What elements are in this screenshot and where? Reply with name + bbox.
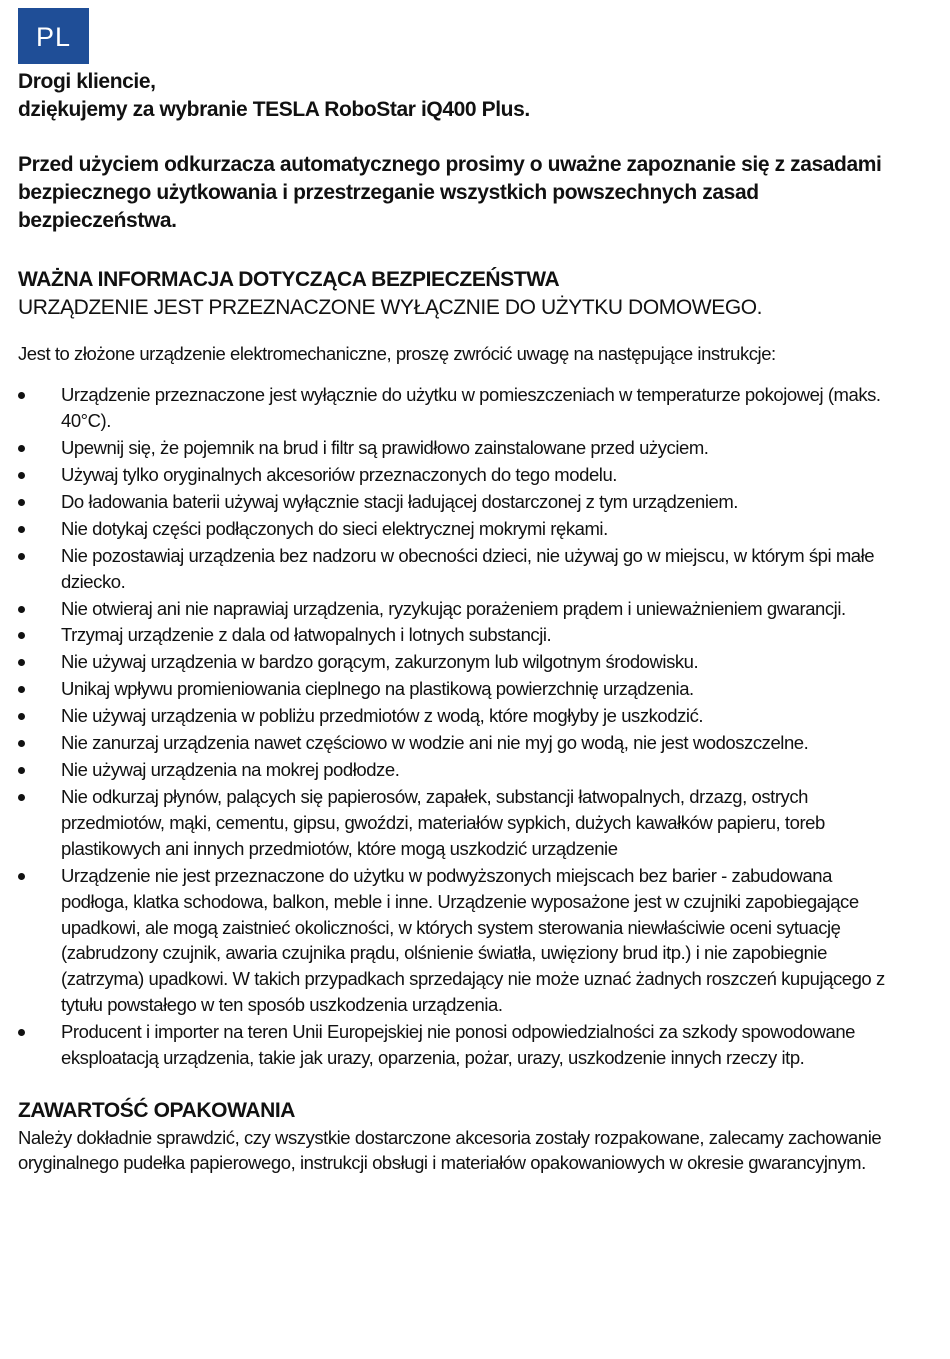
list-item-text: Unikaj wpływu promieniowania cieplnego na plastikową powierzchnię urządzenia.: [61, 678, 694, 700]
bullet-icon: [18, 553, 25, 560]
package-contents-text: Należy dokładnie sprawdzić, czy wszystkie dostarczone akcesoria zostały rozpakowane, zalecamy zachowanie oryginalnego pudełka papierowego, instrukcji obsługi i materiałów opakowaniowych w okresie gwarancyjnym.: [18, 1126, 882, 1174]
intro-paragraph: Przed użyciem odkurzacza automatycznego prosimy o uważne zapoznanie się z zasadami bezpiecznego użytkowania i przestrzeganie wszystkich powszechnych zasad bezpieczeństwa.: [18, 153, 882, 232]
list-item-text: Nie zanurzaj urządzenia nawet częściowo w wodzie ani nie myj go wodą, nie jest wodoszczelne.: [61, 732, 809, 754]
bullet-icon: [18, 606, 25, 613]
list-item: [18, 676, 898, 702]
bullet-icon: [18, 740, 25, 747]
manual-page: [18, 8, 898, 1176]
instructions-lead: Jest to złożone urządzenie elektromechaniczne, proszę zwrócić uwagę na następujące instrukcje:: [18, 343, 776, 364]
list-item: [18, 649, 898, 675]
list-item-text: Nie używaj urządzenia w bardzo gorącym, zakurzonym lub wilgotnym środowisku.: [61, 651, 699, 673]
safety-instructions-list: [18, 382, 898, 1071]
language-badge: [18, 8, 89, 64]
list-item-text: Producent i importer na teren Unii Europejskiej nie ponosi odpowiedzialności za szkody spowodowane eksploatacją urządzenia, takie jak urazy, oparzenia, pożar, urazy, uszkodzenie innych rzeczy itp.: [61, 1020, 856, 1068]
list-item-text: Do ładowania baterii używaj wyłącznie stacji ładującej dostarczonej z tym urządzeniem.: [61, 490, 738, 512]
bullet-icon: [18, 445, 25, 452]
bullet-icon: [18, 632, 25, 639]
list-item: [18, 435, 898, 461]
list-item-text: Nie dotykaj części podłączonych do sieci elektrycznej mokrymi rękami.: [61, 517, 608, 539]
list-item: [18, 784, 898, 861]
bullet-icon: [18, 526, 25, 533]
package-contents-heading: ZAWARTOŚĆ OPAKOWANIA: [18, 1098, 296, 1122]
list-item-text: Urządzenie nie jest przeznaczone do użytku w podwyższonych miejscach bez barier - zabudowana podłoga, klatka schodowa, balkon, meble i inne. Urządzenie wyposażone jest w czujniki zapobiegające upadkowi, ale mogą zaistnieć okoliczności, w których system sterowania niewłaściwie oceni sytuację (zabrudzony czujnik, awaria czujnika prądu, olśnienie światła, uwięziony brud itp.) i nie zapobiegnie (zatrzyma) upadkowi. W takich przypadkach sprzedający nie może uznać żadnych roszczeń kupującego z tytułu powstałego w ten sposób uszkodzenia urządzenia.: [61, 864, 885, 1015]
bullet-icon: [18, 472, 25, 479]
list-item-text: Nie otwieraj ani nie naprawiaj urządzenia, ryzykując porażeniem prądem i unieważnieniem gwarancji.: [61, 597, 846, 619]
list-item-text: Nie odkurzaj płynów, palących się papierosów, zapałek, substancji łatwopalnych, drzazg, ostrych przedmiotów, mąki, cementu, gipsu, gwoździ, materiałów sypkich, dużych kawałków papieru, toreb plastikowych ani innych przedmiotów, które mogą uszkodzić urządzenie: [61, 786, 825, 859]
bullet-icon: [18, 499, 25, 506]
list-item: [18, 622, 898, 648]
list-item-text: Nie używaj urządzenia na mokrej podłodze.: [61, 759, 400, 781]
list-item: [18, 703, 898, 729]
list-item-text: Trzymaj urządzenie z dala od łatwopalnych i lotnych substancji.: [61, 624, 552, 646]
list-item: [18, 516, 898, 542]
bullet-icon: [18, 392, 25, 399]
greeting-line-2: dziękujemy za wybranie TESLA RoboStar iQ400 Plus.: [18, 98, 530, 121]
safety-heading: WAŻNA INFORMACJA DOTYCZĄCA BEZPIECZEŃSTWA: [18, 268, 560, 291]
bullet-icon: [18, 686, 25, 693]
greeting-line-1: Drogi kliencie,: [18, 70, 156, 93]
list-item-text: Używaj tylko oryginalnych akcesoriów przeznaczonych do tego modelu.: [61, 463, 617, 485]
safety-subheading: URZĄDZENIE JEST PRZEZNACZONE WYŁĄCZNIE DO UŻYTKU DOMOWEGO.: [18, 296, 763, 319]
list-item-text: Nie pozostawiaj urządzenia bez nadzoru w obecności dzieci, nie używaj go w miejscu, w którym śpi małe dziecko.: [61, 544, 875, 592]
list-item-text: Nie używaj urządzenia w pobliżu przedmiotów z wodą, które mogłyby je uszkodzić.: [61, 705, 704, 727]
bullet-icon: [18, 873, 25, 880]
list-item: [18, 489, 898, 515]
list-item-text: Urządzenie przeznaczone jest wyłącznie do użytku w pomieszczeniach w temperaturze pokojowej (maks. 40°C).: [61, 384, 881, 431]
bullet-icon: [18, 794, 25, 801]
list-item: [18, 757, 898, 783]
bullet-icon: [18, 713, 25, 720]
bullet-icon: [18, 767, 25, 774]
greeting: [18, 68, 898, 124]
list-item: [18, 1019, 898, 1071]
list-item: [18, 382, 898, 434]
list-item-text: Upewnij się, że pojemnik na brud i filtr są prawidłowo zainstalowane przed użyciem.: [61, 436, 709, 458]
list-item: [18, 730, 898, 756]
list-item: [18, 596, 898, 622]
bullet-icon: [18, 1029, 25, 1036]
list-item: [18, 543, 898, 595]
list-item: [18, 863, 898, 1018]
language-badge-label: PL: [35, 21, 72, 52]
bullet-icon: [18, 659, 25, 666]
list-item: [18, 462, 898, 488]
